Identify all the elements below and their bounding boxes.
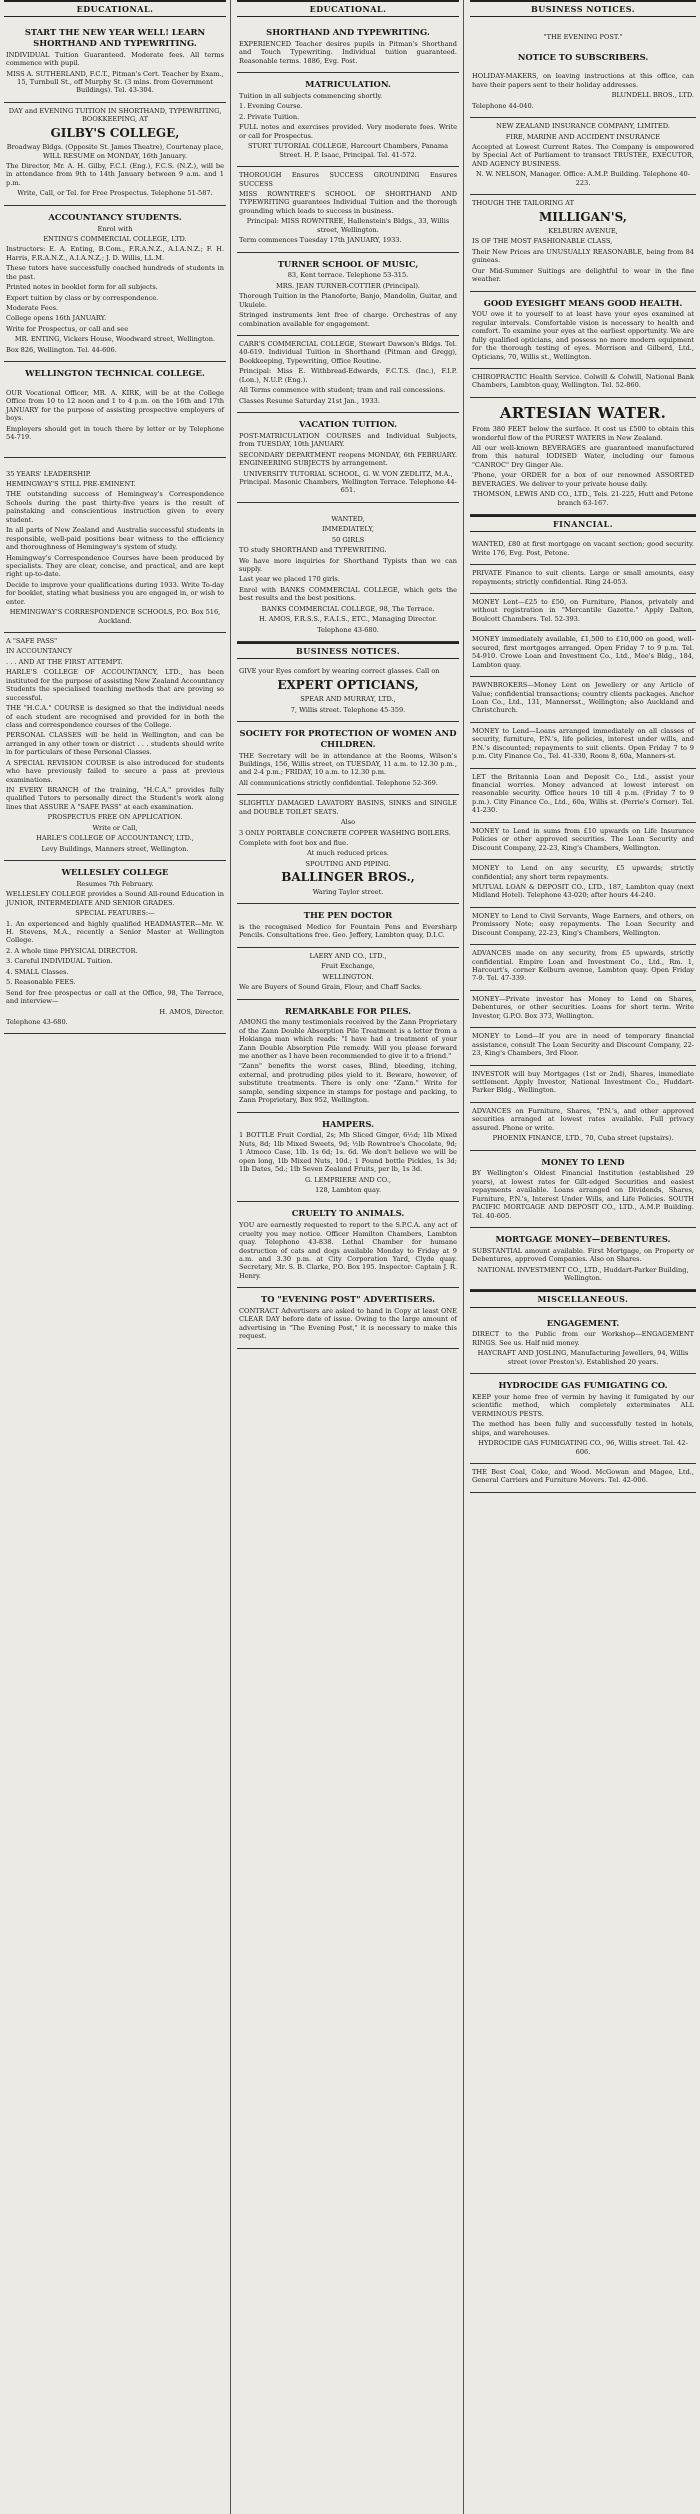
ad-text: STURT TUTORIAL COLLEGE, Harcourt Chambers, Panama Street. H. P. Isaac, Principal. Tel. 41-572. <box>247 142 449 159</box>
ad-heading: MILLIGAN'S, <box>538 209 627 224</box>
ad-heading: HAMPERS. <box>322 1118 374 1129</box>
ad-text: From 380 FEET below the surface. It cost us £500 to obtain this wonderful flow of the PUREST WATERS in New Zealand. <box>472 425 694 442</box>
classified-ad <box>470 677 696 723</box>
classified-ad <box>237 503 459 642</box>
ad-text <box>6 444 224 450</box>
ad-text: HARLE'S COLLEGE OF ACCOUNTANCY, LTD., <box>36 834 194 843</box>
ad-text: HOLIDAY-MAKERS, on leaving instructions at this office, can have their papers sent to their holiday addresses. <box>472 72 694 89</box>
ad-heading: MATRICULATION. <box>305 79 391 90</box>
ad-text: KEEP your home free of vermin by having it fumigated by our scientific method, which completely exterminates ALL VERMINOUS PESTS. <box>472 1392 694 1418</box>
ad-heading: BALLINGER BROS., <box>281 870 415 885</box>
ad-text: Also <box>340 818 356 827</box>
ad-text: NATIONAL INVESTMENT CO., LTD., Huddart-Parker Building, Wellington. <box>477 1265 689 1283</box>
ad-text: CHIROPRACTIC Health Service. Colwill & Colwill, National Bank Chambers, Lambton quay, Wellington. Tel. 52-860. <box>472 373 694 390</box>
ad-heading: EXPERT OPTICIANS, <box>277 677 419 692</box>
ad-text: The Director, Mr. A. H. Gilby, F.C.I. (Eng.), F.C.S. (N.Z.), will be in attendance from 9th to 14th January between 9 a.m. and 1 p.m. <box>6 162 224 187</box>
ad-text: GIVE your Eyes comfort by wearing correct glasses. Call on <box>239 667 440 676</box>
ad-text: Enrol with <box>97 224 133 233</box>
ad-text: WELLESLEY COLLEGE provides a Sound All-round Education in JUNIOR, INTERMEDIATE AND SENIOR GRADES. <box>6 890 224 907</box>
ad-text: SPECIAL FEATURES:— <box>75 909 155 918</box>
ad-heading: SHORTHAND AND TYPEWRITING. <box>266 27 430 38</box>
ad-text: H. AMOS, F.R.S.S., F.A.I.S., ETC., Managing Director. <box>258 615 438 624</box>
ad-text: IS OF THE MOST FASHIONABLE CLASS, <box>472 237 613 246</box>
ad-text: 1 BOTTLE Fruit Cordial, 2s; Mb Sliced Ginger, 6½d; 1lb Mixed Nuts, 8d; 1lb Mixed Sweets, 9d; ½lb Rowntree's Chocolate, 9d; 1 Atmoco Case, 1lb. 1s 6d; 1s. 6d. We don't believe we will be open long, 1lb Mixed Nuts, 10d.; 1 Pound bottle Pickles, 1s 3d; 1lb Dates, 5d.; 1lb Seven Zealand Fruits, per lb, 1s 3d. <box>239 1131 457 1174</box>
ad-text: BLUNDELL BROS., LTD. <box>611 91 694 100</box>
ad-text: These tutors have successfully coached hundreds of students in the past. <box>6 264 224 281</box>
ad-text: THE Secretary will be in attendance at the Rooms, Wilson's Buildings, 156, Willis street, on TUESDAY, 11 a.m. to 12.30 p.m., and 2-4 p.m.; FRIDAY, 10 a.m. to 12.30 p.m. <box>239 751 457 777</box>
ad-text: THE "H.C.A." COURSE is designed so that the individual needs of each student are recognised and provided for in both the class and correspondence courses of the College. <box>6 704 224 729</box>
classified-ad <box>470 1312 696 1375</box>
ad-text: We are Buyers of Sound Grain, Flour, and Chaff Sacks. <box>239 983 423 992</box>
ad-text: MISS ROWNTREE'S SCHOOL OF SHORTHAND AND TYPEWRITING guarantees Individual Tuition and the thorough grounding which leads to success in business. <box>239 189 457 215</box>
ad-heading: ARTESIAN WATER. <box>499 403 667 422</box>
classified-ad <box>4 362 226 457</box>
ad-text: 3 ONLY PORTABLE CONCRETE COPPER WASHING BOILERS. <box>239 828 451 837</box>
ad-text: SPOUTING AND PIPING. <box>305 859 391 868</box>
ad-text: MONEY to Lend to Civil Servants, Wage Earners, and others, on Promissory Note; easy repayments. The Loan Security and Discount Company, 22-23, King's Chambers, Wellington. <box>472 911 694 937</box>
classified-ad <box>470 1374 696 1464</box>
ad-text: We have more inquiries for Shorthand Typists than we can supply. <box>239 556 457 574</box>
ad-text: Write for Prospectus, or call and see <box>6 324 129 333</box>
ad-text: IN EVERY BRANCH of the training, "H.C.A." provides fully qualified Tutors to personally direct the Student's work along lines that ASSURE A "SAFE PASS" at each examination. <box>6 786 224 811</box>
ad-text: Printed notes in booklet form for all subjects. <box>6 283 158 292</box>
classified-ad <box>237 722 459 795</box>
ad-text: 83, Kent terrace. Telephone 53-315. <box>287 271 409 280</box>
ad-text: All our well-known BEVERAGES are guaranteed manufactured from this natural IODISED Water, including our famous "CANROC" Dry Ginger Ale. <box>472 443 694 469</box>
classified-ad <box>237 1000 459 1113</box>
ad-heading: CRUELTY TO ANIMALS. <box>291 1208 405 1219</box>
ad-heading: WELLINGTON TECHNICAL COLLEGE. <box>25 368 205 379</box>
ad-heading: MONEY TO LEND <box>541 1156 625 1167</box>
ad-text: Accepted at Lowest Current Rates. The Company is empowered by Special Act of Parliament to transact TRUSTEE, EXECUTOR, AND AGENCY BUSINESS. <box>472 143 694 168</box>
ad-text: FIRE, MARINE AND ACCIDENT INSURANCE <box>505 132 661 141</box>
ad-text: Decide to improve your qualifications during 1933. Write To-day for booklet, stating what business you are engaged in, or wish to enter. <box>6 580 224 606</box>
classified-ad <box>470 369 696 398</box>
ad-text: SPEAR AND MURRAY, LTD., <box>300 695 396 704</box>
ad-text: A "SAFE PASS" <box>6 637 58 646</box>
ad-text: Fruit Exchange, <box>321 962 375 971</box>
ad-text <box>6 462 224 468</box>
ad-heading: HYDROCIDE GAS FUMIGATING CO. <box>498 1380 668 1391</box>
ad-text: PRIVATE Finance to suit clients. Large or small amounts, easy repayments; strictly confidential. Ring 24-053. <box>472 569 694 586</box>
column-3 <box>470 0 696 2514</box>
ad-text: THOUGH THE TAILORING AT <box>472 199 574 208</box>
column-rule <box>463 0 464 2514</box>
classified-ad <box>470 991 696 1028</box>
ad-text: Levy Buildings, Manners street, Wellington. <box>41 844 189 853</box>
classified-ad <box>4 206 226 362</box>
classified-ad <box>470 118 696 195</box>
ad-heading: GOOD EYESIGHT MEANS GOOD HEALTH. <box>483 297 683 308</box>
ad-text: . . . AND AT THE FIRST ATTEMPT. <box>6 657 123 666</box>
classified-ad <box>237 21 459 73</box>
ad-text <box>239 507 457 513</box>
ad-text: MONEY to Lend—Loans arranged immediately on all classes of security, furniture, P.N.'s, life policies, interest under wills, and P.N.'s discounted; repayments to suit clients. Open Friday 7 to 9 p.m. City Finance Co., Tel. 41-330, Room 8, 60a, Manners-st. <box>472 726 694 761</box>
ad-text: SUBSTANTIAL amount available. First Mortgage, on Property or Debentures, approved Companies. Also on Shares. <box>472 1246 694 1264</box>
ad-text: H. AMOS, Director. <box>159 1007 224 1016</box>
classified-ad <box>4 458 226 633</box>
classified-ad <box>237 795 459 904</box>
ad-text: Resumes 7th February. <box>76 879 154 888</box>
ad-text: SLIGHTLY DAMAGED LAVATORY BASINS, SINKS and SINGLE and DOUBLE TOILET SEATS. <box>239 799 457 816</box>
ad-text: 1. An experienced and highly qualified HEADMASTER—Mr. W. H. Stevens, M.A., recently a Senior Master at Wellington College. <box>6 919 224 945</box>
ad-text: 128, Lambton quay. <box>315 1186 381 1194</box>
classified-ad <box>4 103 226 206</box>
ad-text: MRS. JEAN TURNER-COTTIER (Principal). <box>275 281 421 290</box>
ad-text: LAERY AND CO., LTD., <box>309 951 387 960</box>
ad-text: BY Wellington's Oldest Financial Institution (established 29 years), at lowest rates for Gilt-edged Securities and easiest repayments available. Loans arranged on Dividends, Shares, Furniture, P.N.'s, Interest Under Wills, and Life Policies. SOUTH PACIFIC MORTGAGE AND DEPOSIT CO., LTD., A.M.P. Building. Tel. 40-605. <box>472 1169 694 1220</box>
ad-heading: GILBY'S COLLEGE, <box>50 125 180 140</box>
classified-ad <box>237 336 459 413</box>
classified-ad <box>470 398 696 515</box>
ad-text: N. W. NELSON, Manager. Office: A.M.P. Building. Telephone 40-223. <box>476 170 690 187</box>
classified-ad <box>4 633 226 861</box>
ad-text: 3. Careful INDIVIDUAL Tuition. <box>6 957 113 966</box>
ad-heading: NOTICE TO SUBSCRIBERS. <box>517 51 649 62</box>
classified-ad <box>4 21 226 103</box>
section-header: FINANCIAL. <box>470 515 696 532</box>
section-header: BUSINESS NOTICES. <box>237 642 459 659</box>
classified-ad <box>237 413 459 503</box>
ad-text: is the recognised Medico for Fountain Pens and Eversharp Pencils. Consultations free. Geo. Jeffery, Lambton quay, D.I.C. <box>239 922 457 940</box>
ad-text: A SPECIAL REVISION COURSE is also introduced for students who have previously failed to secure a pass at previous examinations. <box>6 758 224 784</box>
ad-text: Write or Call, <box>92 823 138 832</box>
classified-ad <box>470 1464 696 1493</box>
ad-text: PROSPECTUS FREE ON APPLICATION. <box>47 813 183 822</box>
classified-ad <box>237 1113 459 1203</box>
ad-text: MONEY to Lend on any security, £5 upwards; strictly confidential; any short term repayments. <box>472 864 694 881</box>
ad-text: CARR'S COMMERCIAL COLLEGE, Stewart Dawson's Bldgs. Tel. 40-619. Individual Tuition in Shorthand (Pitman and Gregg), Bookkeeping, Typewriting, Office Routine. <box>239 339 457 365</box>
ad-text: TO study SHORTHAND and TYPEWRITING. <box>239 546 387 555</box>
ad-text <box>472 25 694 31</box>
ad-text: LET the Britannia Loan and Deposit Co., Ltd., assist your financial worries. Money advanced at lowest interest on reasonable security. Office hours 10 till 4 p.m. (Friday 7 to 9 p.m.). City Finance Co., Ltd., 60a, Willis st. (Perrie's Corner). Tel. 41-230. <box>472 772 694 815</box>
ad-text <box>6 381 224 387</box>
classified-ad <box>470 1028 696 1065</box>
ad-text: OUR Vocational Officer, MR. A. KIRK, will be at the College Office from 10 to 12 noon and 1 to 4 p.m. on the 16th and 17th JANUARY for the purpose of assisting prospective employers of boys. <box>6 388 224 423</box>
ad-text: THOROUGH Ensures SUCCESS GROUNDING Ensures SUCCESS <box>239 171 457 188</box>
classified-ad <box>237 253 459 336</box>
ad-text: THOMSON, LEWIS AND CO., LTD., Tels. 21-225, Hutt and Petone branch 63-167. <box>472 490 694 507</box>
ad-text: Waring Taylor street. <box>312 887 384 896</box>
ad-heading: REMARKABLE FOR PILES. <box>284 1005 412 1016</box>
ad-text: College opens 16th JANUARY. <box>6 314 107 323</box>
section-header: EDUCATIONAL. <box>237 0 459 17</box>
classified-ad <box>470 631 696 677</box>
ad-text: MONEY to Lend—If you are in need of temporary financial assistance, consult The Loan Security and Discount Company, 22-23, King's Chambers, 3rd Floor. <box>472 1032 694 1058</box>
ad-heading: THE PEN DOCTOR <box>303 910 393 921</box>
ad-text: 4. SMALL Classes. <box>6 967 69 976</box>
ad-heading: VACATION TUITION. <box>299 419 397 430</box>
ad-text: Principal: Miss E. Withbread-Edwards, F.C.T.S. (Inc.), F.I.P. (Lon.), N.U.P. (Eng.). <box>239 367 457 384</box>
ad-text: HARLE'S COLLEGE OF ACCOUNTANCY, LTD., has been instituted for the purpose of assisting New Zealand Accountancy Students the specialised teaching methods that are proving so successful. <box>6 668 224 702</box>
ad-text: Last year we placed 170 girls. <box>239 575 340 584</box>
ad-text: 50 GIRLS <box>331 535 365 544</box>
classified-ad <box>470 945 696 991</box>
ad-text: Telephone 43-680. <box>317 625 379 634</box>
ad-text: Expert tuition by class or by correspondence. <box>6 293 159 302</box>
ad-text: 5. Reasonable FEES. <box>6 978 76 987</box>
ad-text: ENTING'S COMMERCIAL COLLEGE, LTD. <box>43 234 187 243</box>
ad-text: "Zann" benefits the worst cases, Blind, bleeding, itching, external, and protruding piles yield to it. Beware, however, of substitute treatments. There is only one "Zann." Write for sample, sending sixpence in stamps for postage and packing, to Zann Proprietary, Box 952, Wellington. <box>239 1062 457 1105</box>
ad-text: G. LEMPRIERE AND CO., <box>304 1175 392 1184</box>
classified-ad <box>470 565 696 594</box>
classified-ad <box>470 908 696 945</box>
ad-text: Complete with foot box and flue. <box>239 839 349 848</box>
ad-text: PERSONAL CLASSES will be held in Wellington, and can be arranged in any other town or district . . . students should write in for particulars of these Personal Classes. <box>6 731 224 757</box>
ad-heading: SOCIETY FOR PROTECTION OF WOMEN AND CHILDREN. <box>239 728 457 749</box>
ad-text: Classes Resume Saturday 21st Jan., 1933. <box>239 396 380 405</box>
ad-text: INVESTOR will buy Mortgages (1st or 2nd), Shares, immediate settlement. Apply Investor, National Investment Co., Huddart-Parker Bldg., Wellington. <box>472 1069 694 1095</box>
section-header: MISCELLANEOUS. <box>470 1290 696 1307</box>
classified-ad <box>237 904 459 948</box>
ad-text: CONTRACT Advertisers are asked to hand in Copy at least ONE CLEAR DAY before date of issue. Owing to the large amount of advertising in "The Evening Post," it is necessary to make this request. <box>239 1307 457 1341</box>
ad-text: All Terms commence with student; tram and rail concessions. <box>239 386 446 395</box>
ad-text: SECONDARY DEPARTMENT reopens MONDAY, 6th FEBRUARY. ENGINEERING SUBJECTS by arrangement. <box>239 450 457 468</box>
column-2 <box>237 0 459 2514</box>
ad-text: 2. Private Tuition. <box>239 112 300 121</box>
ad-text: 35 YEARS' LEADERSHIP. <box>6 469 91 478</box>
ad-text: All communications strictly confidential. Telephone 52-369. <box>239 778 438 787</box>
ad-text: WANTED, <box>331 514 365 523</box>
ad-text: Telephone 44-040. <box>472 101 534 110</box>
ad-text <box>472 64 694 70</box>
ad-text: DAY and EVENING TUITION IN SHORTHAND, TYPEWRITING, BOOKKEEPING, AT <box>8 106 222 124</box>
ad-text: MONEY to Lend in sums from £10 upwards on Life Insurance Policies or other approved securities. The Loan Security and Discount Company, 22-23, King's Chambers, Wellington. <box>472 826 694 852</box>
ad-text <box>472 44 694 50</box>
classified-ad <box>237 73 459 167</box>
classified-ad <box>237 663 459 722</box>
ad-text: MISS A. SUTHERLAND, F.C.T., Pitman's Cert. Teacher by Exam., 15, Turnbull St., off Murphy St. (3 mins. from Government Buildings). Tel. 43-304. <box>6 69 224 95</box>
ad-heading: MORTGAGE MONEY—DEBENTURES. <box>495 1233 671 1244</box>
ad-text: In all parts of New Zealand and Australia successful students in responsible, well-paid positions bear witness to the efficiency and thoroughness of Hemingway's system of study. <box>6 526 224 552</box>
ad-text: PHOENIX FINANCE, LTD., 70, Cuba street (upstairs). <box>492 1134 674 1143</box>
ad-text: KELBURN AVENUE, <box>548 227 618 236</box>
ad-text: AMONG the many testimonials received by the Zann Proprietary of the Zann Double Absorption Pile Treatment is a letter from a Hokianga man which reads: "I have had a treatment of your Zann Double Absorption Pile remedy. Will you please forward me another as I have been recommended to give it to a friend." <box>239 1018 457 1060</box>
classified-ad <box>470 769 696 823</box>
ad-text: THE Best Coal, Coke, and Wood. McGowan and Magee, Ltd., General Carriers and Furniture Movers. Tel. 42-006. <box>472 1468 694 1485</box>
ad-text: HEMINGWAY'S STILL PRE-EMINENT. <box>6 480 136 489</box>
ad-text: ADVANCES on Furniture, Shares, "P.N.'s, and other approved securities arranged at lowest rates available. Full privacy assured. Phone or write. <box>472 1106 694 1132</box>
section-header: BUSINESS NOTICES. <box>470 0 696 17</box>
ad-text: MONEY Lent—£25 to £50, on Furniture, Pianos, privately and without registration in "Mercantile Gazette." Apply Dalton, Boulcott Chambers. Tel. 52-393. <box>472 598 694 623</box>
ad-text: Employers should get in touch there by letter or by Telephone 54-719. <box>6 424 224 442</box>
ad-text: Stringed instruments lent free of charge. Orchestras of any combination available for engagement. <box>239 311 457 328</box>
classified-ad <box>237 1202 459 1288</box>
ad-text: INDIVIDUAL Tuition Guaranteed. Moderate fees. All terms commence with pupil. <box>6 50 224 68</box>
classified-ad <box>470 1066 696 1103</box>
ad-heading: START THE NEW YEAR WELL! LEARN SHORTHAND AND TYPEWRITING. <box>24 27 206 48</box>
classified-ad <box>470 1228 696 1291</box>
classified-ad <box>470 536 696 565</box>
ad-text: Tuition in all subjects commencing shortly. <box>239 92 383 101</box>
ad-text: MR. ENTING, Vickers House, Woodward street, Wellington. <box>14 335 216 344</box>
ad-text: Hemingway's Correspondence Courses have been produced by specialists. They are clear, concise, and practical, and are kept right up-to-date. <box>6 553 224 579</box>
ad-text: FULL notes and exercises provided. Very moderate fees. Write or call for Prospectus. <box>239 123 457 140</box>
ad-text: 2. A whole time PHYSICAL DIRECTOR. <box>6 946 138 955</box>
ad-text: The method has been fully and successfully tested in hotels, ships, and warehouses. <box>472 1420 694 1437</box>
ad-text: YOU owe it to yourself to at least have your eyes examined at regular intervals. Comfortable vision is necessary to health and comfort. To examine your eyes at the earliest opportunity. We are fully qualified opticians, and possess no more modern equipment for the thorough testing of eyes. Morrison and Gilberd, Ltd., Opticians, 70, Willis st., Wellington. <box>472 310 694 361</box>
ad-heading: TURNER SCHOOL OF MUSIC, <box>277 258 419 269</box>
ad-text: MUTUAL LOAN & DEPOSIT CO., LTD., 187, Lambton quay (next Midland Hotel). Telephone 43-020; after hours 44-240. <box>472 882 694 900</box>
section-header: EDUCATIONAL. <box>4 0 226 17</box>
classified-ad <box>470 21 696 118</box>
column-1 <box>4 0 226 2514</box>
ad-text: IN ACCOUNTANCY <box>6 647 73 656</box>
classified-ad <box>470 292 696 369</box>
ad-heading: TO "EVENING POST" ADVERTISERS. <box>260 1294 436 1305</box>
ad-text: BANKS COMMERCIAL COLLEGE, 98, The Terrace. <box>261 604 435 613</box>
ad-text: HAYCRAFT AND JOSLING, Manufacturing Jewellers, 94, Willis street (over Preston's). Established 20 years. <box>477 1349 689 1366</box>
ad-text: YOU are earnestly requested to report to the S.P.C.A. any act of cruelty you may notice. Officer Hamilton Chambers, Lambton quay. Telephone 43-838. Lethal Chamber for humane destruction of cats and dogs available Monday to Friday at 9 a.m. and 3.30 p.m. at City Corporation Yard, Clyde quay. Secretary, Mr. S. B. Clarke, P.O. Box 195. Inspector: Captain J. R. Henry. <box>239 1221 457 1280</box>
ad-text: ADVANCES made on any security, from £5 upwards, strictly confidential. Empire Loan and Investment Co., Ltd., Rm. 1, Harcourt's, corner Kelburn avenue, Lambton quay. Open Friday 7-9. Tel. 47-339. <box>472 949 694 983</box>
ad-text: At much reduced prices. <box>307 849 389 858</box>
ad-text: Moderate Fees. <box>6 304 59 313</box>
ad-text: "THE EVENING POST." <box>543 33 623 42</box>
classified-ad <box>470 723 696 769</box>
column-rule <box>230 0 231 2514</box>
ad-text: Broadway Bldgs. (Opposite St. James Theatre), Courtenay place, WILL RESUME on MONDAY, 16th January. <box>6 143 224 160</box>
ad-text: NEW ZEALAND INSURANCE COMPANY, LIMITED. <box>496 122 670 131</box>
ad-text: IMMEDIATELY, <box>322 525 374 534</box>
classified-ad <box>470 860 696 908</box>
ad-text: HYDROCIDE GAS FUMIGATING CO., 96, Willis street. Tel. 42-606. <box>478 1439 688 1456</box>
ad-heading: ACCOUNTANCY STUDENTS. <box>48 211 182 222</box>
ad-text: DIRECT to the Public from our Workshop—ENGAGEMENT RINGS. See us. Half mid money. <box>472 1330 694 1347</box>
classified-ad <box>470 594 696 631</box>
classified-ad <box>470 195 696 291</box>
ad-text: Write, Call, or Tel. for Free Prospectus. Telephone 51-587. <box>17 189 213 198</box>
ad-heading: ENGAGEMENT. <box>546 1317 620 1328</box>
ad-text: Send for free prospectus or call at the Office, 98, The Terrace, and interview— <box>6 988 224 1006</box>
ad-text: MONEY—Private investor has Money to Lend on Shares, Debentures, or other securities. Loans for short term. Write Investor, G.P.O. Box 373, Wellington. <box>472 994 694 1020</box>
ad-text: Box 826, Wellington. Tel. 44-606. <box>6 345 117 354</box>
ad-text: Instructors: E. A. Enting, B.Com., F.R.A.N.Z., A.I.A.N.Z.; F. H. Harris, F.R.A.N.Z., A.I.A.N.Z.; J. D. Willis, LL.M. <box>6 245 224 262</box>
ad-text: Principal: MISS ROWNTREE, Hallenstein's Bldgs., 33, Willis street, Wellington. <box>246 217 450 234</box>
ad-text: POST-MATRICULATION COURSES and Individual Subjects, from TUESDAY, 10th JANUARY. <box>239 431 457 449</box>
ad-heading: WELLESLEY COLLEGE <box>61 867 169 878</box>
ad-text: 1. Evening Course. <box>239 102 303 111</box>
classified-ad <box>470 1151 696 1228</box>
ad-text: Enrol with BANKS COMMERCIAL COLLEGE, which gets the best results and the best positions. <box>239 585 457 603</box>
ad-text: PAWNBROKERS—Money Lent on Jewellery or any Article of Value; confidential transactions; country clients packages. Anchor Loan Co., Ltd., 131, Mannersst., Wellington; also Auckland and Christchurch. <box>472 681 694 715</box>
ad-text: WELLINGTON. <box>322 972 374 981</box>
ad-text: THE outstanding success of Hemingway's Correspondence Schools during the past thirty-five years is the result of painstaking and conscientious instruction given to every student. <box>6 490 224 524</box>
ad-text: EXPERIENCED Teacher desires pupils in Pitman's Shorthand and Touch Typewriting. Individual tuition guaranteed. Reasonable terms. 1886, Evg. Post. <box>239 39 457 65</box>
ad-text: Telephone 43-680. <box>6 1017 68 1026</box>
ad-text: WANTED, £80 at first mortgage on vacant section; good security. Write 176, Evg. Post, Petone. <box>472 540 694 557</box>
ad-text: Their New Prices are UNUSUALLY REASONABLE, being from 84 guineas. <box>472 247 694 265</box>
ad-text: Thorough Tuition in the Pianoforte, Banjo, Mandolin, Guitar, and Ukulele. <box>239 292 457 309</box>
classified-ad <box>4 861 226 1034</box>
classified-ad <box>470 1103 696 1151</box>
ad-text: MONEY immediately available, £1,500 to £10,000 on good, well-secured, first mortgages arranged. Open Friday 7 to 9 p.m. Tel. 54-910. Crowe Loan and Investment Co., Ltd., Mee's Bldg., 184, Lambton quay. <box>472 635 694 669</box>
ad-text: UNIVERSITY TUTORIAL SCHOOL, G. W. VON ZEDLITZ, M.A., Principal. Masonic Chambers, Wellington Terrace. Telephone 44-651. <box>239 469 457 495</box>
ad-text: 7, Willis street. Telephone 45-359. <box>290 705 406 714</box>
ad-text: HEMINGWAY'S CORRESPONDENCE SCHOOLS, P.O. Box 516, Auckland. <box>9 608 221 625</box>
classified-ad <box>237 167 459 253</box>
classified-ad <box>237 1288 459 1349</box>
ad-text: Term commences Tuesday 17th JANUARY, 1933. <box>239 236 402 245</box>
ad-text: 'Phone, your ORDER for a box of our renowned ASSORTED BEVERAGES. We deliver to your private house daily. <box>472 471 694 488</box>
ad-text: Our Mid-Summer Suitings are delightful to wear in the fine weather. <box>472 266 694 284</box>
classified-ad <box>237 948 459 1000</box>
classified-ad <box>470 823 696 860</box>
